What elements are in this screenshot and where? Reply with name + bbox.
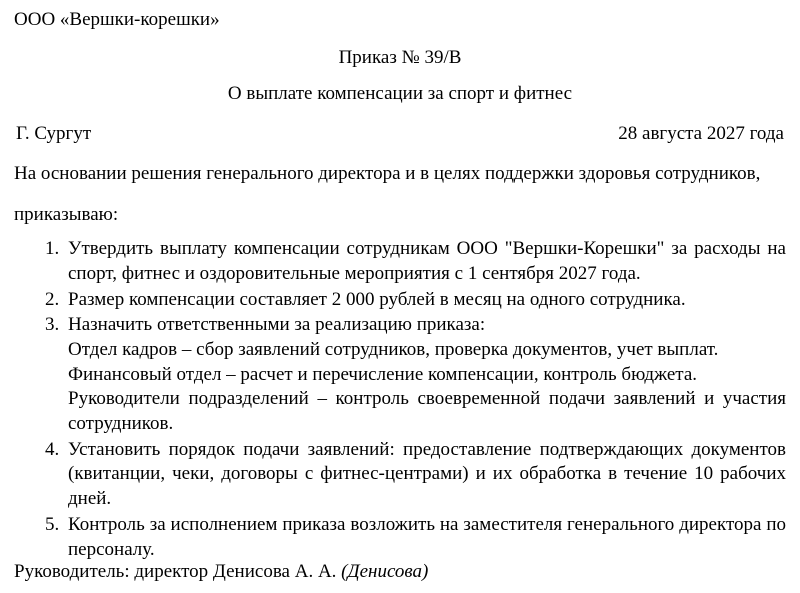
document-subtitle: О выплате компенсации за спорт и фитнес [227,83,573,105]
list-item [64,513,786,562]
list-item [64,288,786,313]
document-title: Приказ № 39/В [338,46,462,68]
list-item [64,237,786,286]
list-item [64,313,786,436]
list-item-text: Установить порядок подачи заявлений: предоставление подтверждающих документов (квитанции, чеки, договоры с фитнес-центрами) и их обработка в течение 10 рабочих дней. [68,438,786,510]
document-meta [14,123,786,145]
list-item-subline: Руководители подразделений – контроль своевременной подачи заявлений и участия сотрудников. [68,388,786,435]
order-items-list [14,237,786,562]
list-item-text: Назначить ответственными за реализацию приказа: [68,314,486,336]
list-item [64,438,786,512]
list-item-text: Утвердить выплату компенсации сотрудникам ООО "Вершки-Корешки" за расходы на спорт, фитнес и оздоровительные мероприятия с 1 сентября 2027 года. [68,238,786,284]
signatory-label: Руководитель: директор Денисова А. А. [14,561,337,582]
list-item-subline: Отдел кадров – сбор заявлений сотрудников, проверка документов, учет выплат. [68,339,719,361]
date-label: 28 августа 2027 года [618,123,784,145]
signature-text: (Денисова) [341,561,429,582]
company-name: ООО «Вершки-корешки» [14,9,220,30]
city-label: Г. Сургут [16,123,92,145]
list-item-text: Контроль за исполнением приказа возложить на заместителя генерального директора по персоналу. [68,513,786,560]
intro-paragraph: На основании решения генерального директора и в целях поддержки здоровья сотрудников, [14,163,761,185]
signature-line [14,561,428,583]
list-item-text: Размер компенсации составляет 2 000 рублей в месяц на одного сотрудника. [68,288,686,310]
list-item-subline: Финансовый отдел – расчет и перечисление компенсации, контроль бюджета. [68,363,698,385]
order-keyword: приказываю: [14,204,119,226]
